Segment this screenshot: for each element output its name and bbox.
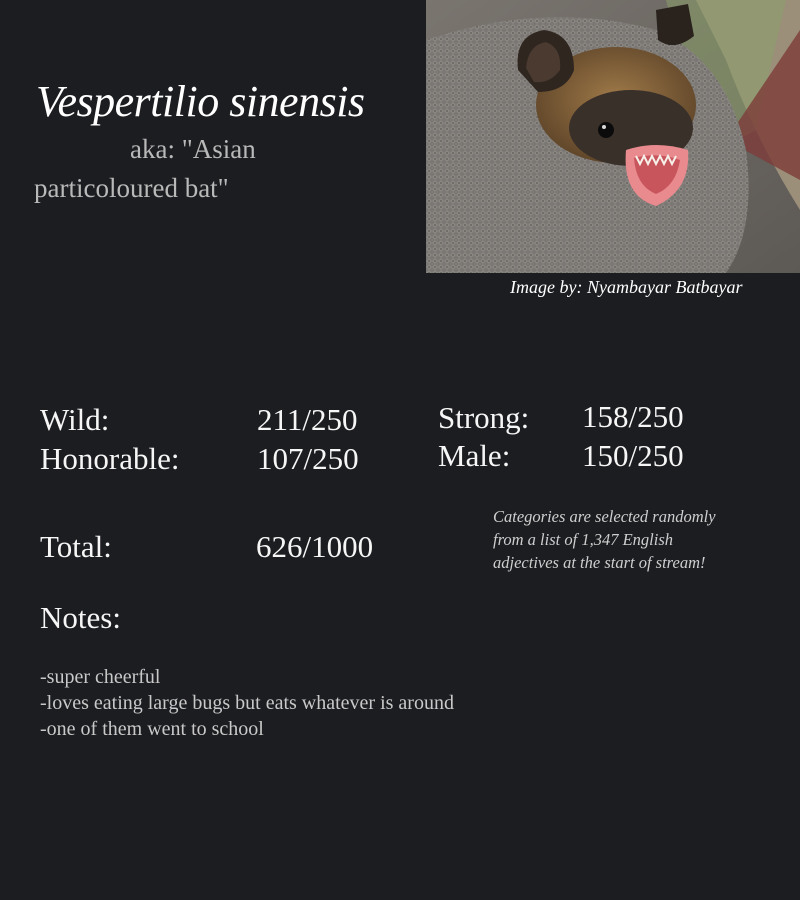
stat-value-total: 626/1000 bbox=[256, 529, 374, 564]
stat-label-total: Total: bbox=[40, 529, 112, 564]
note-item: -one of them went to school bbox=[40, 718, 264, 740]
image-credit: Image by: Nyambayar Batbayar bbox=[510, 277, 743, 297]
common-name-line-2: particoloured bat" bbox=[34, 173, 229, 203]
bat-photo bbox=[426, 0, 800, 273]
stat-label-strong: Strong: bbox=[438, 400, 530, 435]
stat-label-honorable: Honorable: bbox=[40, 441, 180, 476]
categories-note: Categories are selected randomly from a list of 1,347 English adjectives at the start of stream! bbox=[493, 507, 716, 572]
stat-value-male: 150/250 bbox=[582, 438, 684, 473]
notes-list bbox=[40, 664, 454, 742]
note-item: -loves eating large bugs but eats whatever is around bbox=[40, 692, 454, 714]
note-item: -super cheerful bbox=[40, 666, 161, 688]
species-title: Vespertilio sinensis bbox=[36, 77, 365, 126]
stat-value-honorable: 107/250 bbox=[257, 441, 359, 476]
stat-label-male: Male: bbox=[438, 438, 511, 473]
bat-photo-illustration bbox=[426, 0, 800, 273]
stat-value-strong: 158/250 bbox=[582, 399, 684, 434]
stat-label-wild: Wild: bbox=[40, 402, 110, 437]
notes-title: Notes: bbox=[40, 600, 121, 635]
common-name-line-1: aka: "Asian bbox=[130, 134, 256, 164]
stat-value-wild: 211/250 bbox=[257, 402, 358, 437]
